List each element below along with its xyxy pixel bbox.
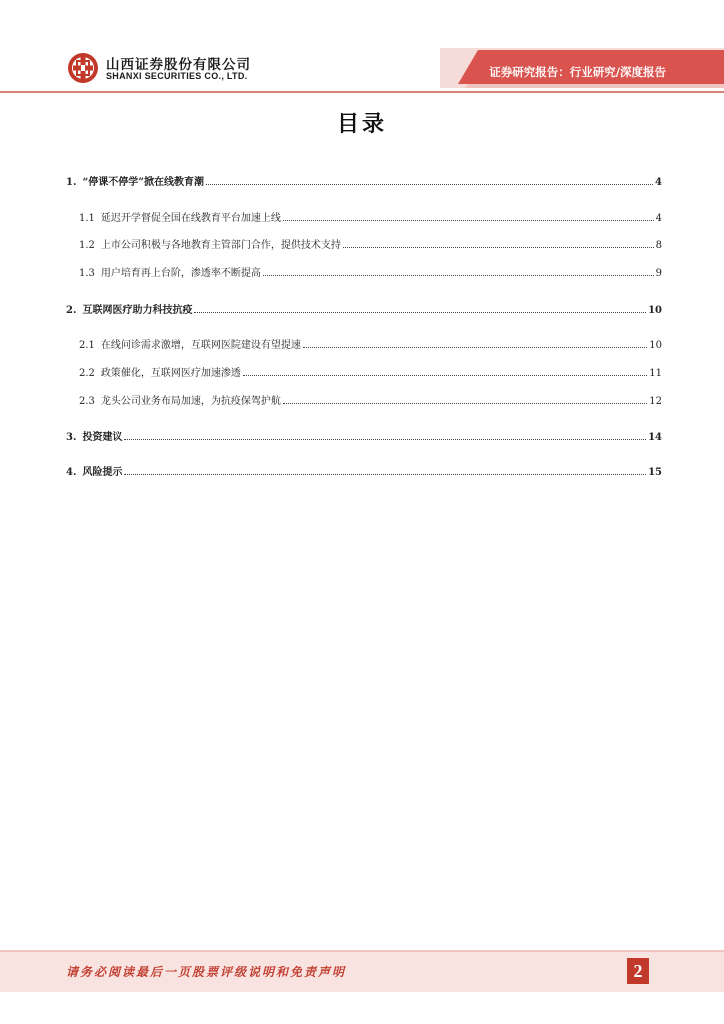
toc-leader <box>124 473 646 475</box>
page-header <box>0 0 724 100</box>
toc-entry[interactable] <box>66 363 662 379</box>
toc-title: 互联网医疗助力科技抗疫 <box>82 305 193 316</box>
toc-entry[interactable] <box>66 208 662 224</box>
toc-entry[interactable] <box>66 263 662 279</box>
toc-title: 在线问诊需求激增，互联网医院建设有望提速 <box>100 340 301 351</box>
toc-leader <box>283 402 647 404</box>
toc-number: 2.3 <box>79 396 95 407</box>
toc-title: 延迟开学督促全国在线教育平台加速上线 <box>100 213 281 224</box>
toc-page: 9 <box>655 268 662 279</box>
toc-entry[interactable] <box>66 235 662 251</box>
toc-title: 龙头公司业务布局加速，为抗疫保驾护航 <box>100 396 281 407</box>
company-name-en: SHANXI SECURITIES CO., LTD. <box>106 71 248 81</box>
toc-entry[interactable] <box>66 391 662 407</box>
report-type-label: 证券研究报告：行业研究/深度报告 <box>489 65 666 79</box>
toc-page: 10 <box>648 305 662 316</box>
toc-page: 15 <box>648 467 662 478</box>
toc-leader <box>303 346 647 348</box>
toc-leader <box>194 311 646 313</box>
toc-page: 4 <box>655 177 662 188</box>
toc-leader <box>206 183 653 185</box>
toc-entry[interactable] <box>66 462 662 478</box>
toc-title: 投资建议 <box>82 432 123 443</box>
toc-title: 上市公司积极与各地教育主管部门合作，提供技术支持 <box>100 240 341 251</box>
toc-leader <box>343 246 654 248</box>
toc-entry[interactable] <box>66 335 662 351</box>
toc-title: 政策催化，互联网医疗加速渗透 <box>100 368 241 379</box>
toc-page: 12 <box>649 396 662 407</box>
toc-leader <box>243 374 647 376</box>
toc-number: 1. <box>66 177 77 188</box>
toc-leader <box>263 274 654 276</box>
toc-leader <box>124 438 646 440</box>
toc-number: 3. <box>66 432 77 443</box>
toc-page: 8 <box>655 240 662 251</box>
disclaimer-text: 请务必阅读最后一页股票评级说明和免责声明 <box>66 965 347 979</box>
page-number: 2 <box>627 958 649 984</box>
toc-number: 1.1 <box>79 213 95 224</box>
toc-number: 1.2 <box>79 240 95 251</box>
toc-page: 10 <box>649 340 662 351</box>
toc-leader <box>283 219 654 221</box>
toc-entry[interactable] <box>66 300 662 316</box>
page-title: 目录 <box>336 112 387 137</box>
toc-page: 14 <box>648 432 662 443</box>
toc-page: 4 <box>655 213 662 224</box>
toc-number: 2.1 <box>79 340 95 351</box>
toc-entry[interactable] <box>66 427 662 443</box>
toc-title: 风险提示 <box>82 467 123 478</box>
toc-number: 2.2 <box>79 368 95 379</box>
toc-number: 2. <box>66 305 77 316</box>
toc-title: 用户培育再上台阶，渗透率不断提高 <box>100 268 261 279</box>
toc-number: 1.3 <box>79 268 95 279</box>
toc-number: 4. <box>66 467 77 478</box>
toc-entry[interactable] <box>66 172 662 188</box>
company-name-cn: 山西证券股份有限公司 <box>106 57 251 73</box>
toc-title: “停课不停学”掀在线教育潮 <box>82 177 204 188</box>
toc-page: 11 <box>649 368 662 379</box>
